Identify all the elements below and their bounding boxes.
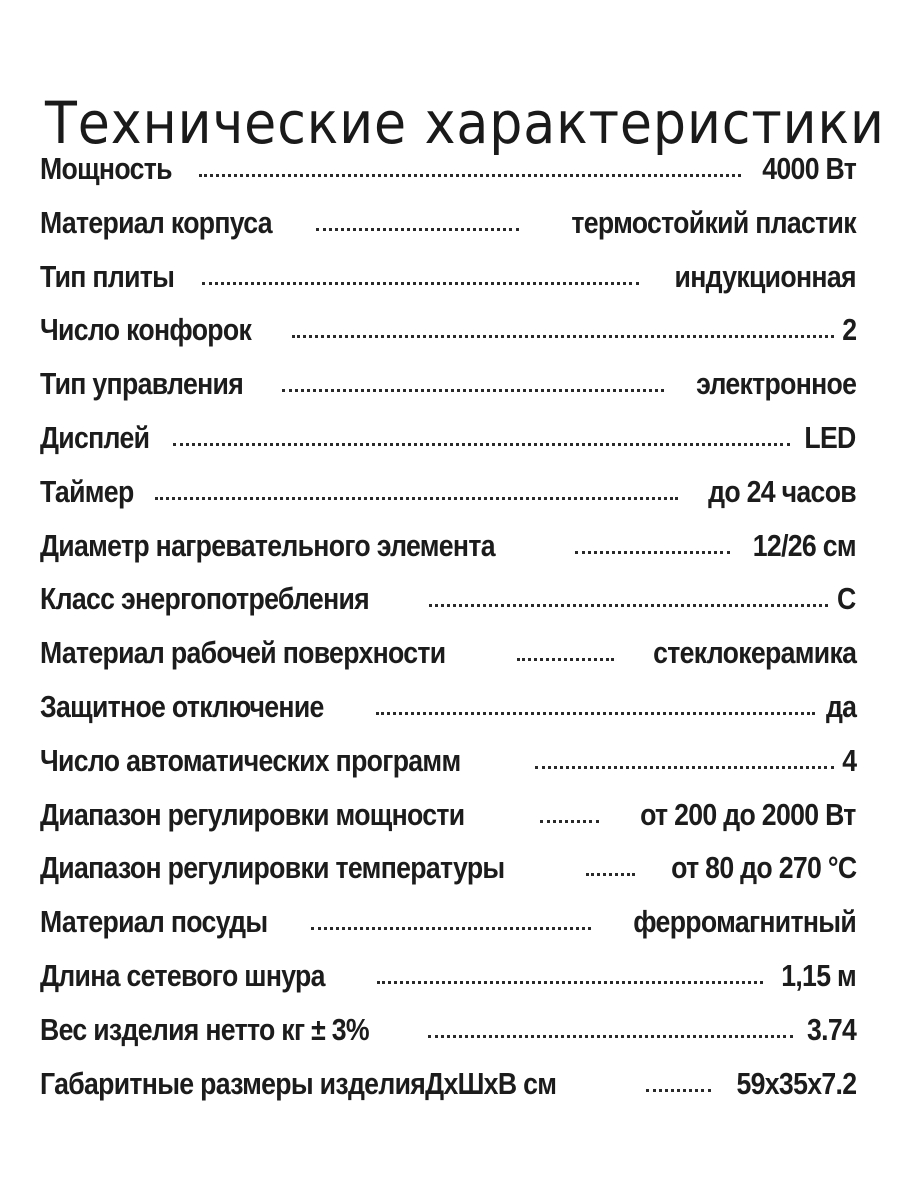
spec-row (40, 626, 856, 680)
spec-row (40, 895, 856, 949)
spec-value: 2 (841, 312, 856, 348)
spec-value: 1,15 м (781, 957, 856, 993)
spec-label: Материал корпуса (40, 204, 272, 240)
spec-label: Тип управления (40, 366, 244, 402)
dot-leader (517, 658, 613, 661)
spec-list (40, 142, 856, 1110)
spec-value: 3.74 (806, 1011, 856, 1047)
spec-row (40, 142, 856, 196)
spec-value: ферромагнитный (633, 904, 856, 940)
spec-label: Число конфорок (40, 312, 252, 348)
spec-row (40, 734, 856, 788)
dot-leader (377, 981, 763, 984)
spec-row (40, 1003, 856, 1057)
spec-value: С (837, 581, 856, 617)
spec-value: термостойкий пластик (571, 204, 856, 240)
dot-leader (575, 551, 730, 554)
spec-row (40, 519, 856, 573)
spec-value: 12/26 см (752, 527, 856, 563)
spec-label: Длина сетевого шнура (40, 957, 325, 993)
spec-value: до 24 часов (708, 473, 856, 509)
spec-row (40, 949, 856, 1003)
spec-row (40, 196, 856, 250)
dot-leader (540, 820, 600, 823)
spec-label: Тип плиты (40, 258, 175, 294)
spec-row (40, 680, 856, 734)
spec-row (40, 250, 856, 304)
spec-value: 4 (841, 742, 856, 778)
spec-value: от 80 до 270 °С (670, 850, 856, 886)
spec-label: Диапазон регулировки температуры (40, 850, 505, 886)
spec-label: Диапазон регулировки мощности (40, 796, 465, 832)
spec-label: Таймер (40, 473, 134, 509)
dot-leader (155, 497, 678, 500)
spec-value: от 200 до 2000 Вт (640, 796, 856, 832)
spec-label: Мощность (40, 151, 172, 186)
dot-leader (535, 766, 834, 769)
spec-label: Класс энергопотребления (40, 581, 370, 617)
spec-value: 4000 Вт (762, 151, 856, 186)
spec-label: Материал рабочей поверхности (40, 635, 446, 671)
dot-leader (199, 174, 741, 177)
dot-leader (646, 1089, 710, 1092)
spec-value: LED (804, 419, 856, 455)
spec-label: Число автоматических программ (40, 742, 461, 778)
dot-leader (311, 927, 591, 930)
dot-leader (316, 228, 519, 231)
spec-value: 59x35x7.2 (736, 1065, 856, 1101)
spec-row (40, 1057, 856, 1111)
dot-leader (586, 873, 634, 876)
dot-leader (282, 389, 664, 392)
dot-leader (202, 282, 639, 285)
dot-leader (429, 604, 829, 607)
spec-value: электронное (695, 366, 856, 402)
page-title: Технические характеристики (45, 88, 885, 157)
spec-row (40, 411, 856, 465)
dot-leader (292, 335, 834, 338)
spec-row (40, 788, 856, 842)
spec-row (40, 303, 856, 357)
dot-leader (173, 443, 790, 446)
spec-row (40, 357, 856, 411)
spec-label: Габаритные размеры изделияДхШхВ см (40, 1065, 557, 1101)
spec-row (40, 841, 856, 895)
spec-value: да (825, 688, 856, 724)
spec-label: Защитное отключение (40, 688, 324, 724)
spec-label: Вес изделия нетто кг ± 3% (40, 1011, 369, 1047)
spec-value: индукционная (674, 258, 856, 294)
spec-value: стеклокерамика (652, 635, 856, 671)
spec-label: Материал посуды (40, 904, 268, 940)
dot-leader (428, 1035, 792, 1038)
spec-label: Дисплей (40, 419, 150, 455)
spec-row (40, 572, 856, 626)
spec-label: Диаметр нагревательного элемента (40, 527, 495, 563)
dot-leader (376, 712, 815, 715)
spec-row (40, 465, 856, 519)
